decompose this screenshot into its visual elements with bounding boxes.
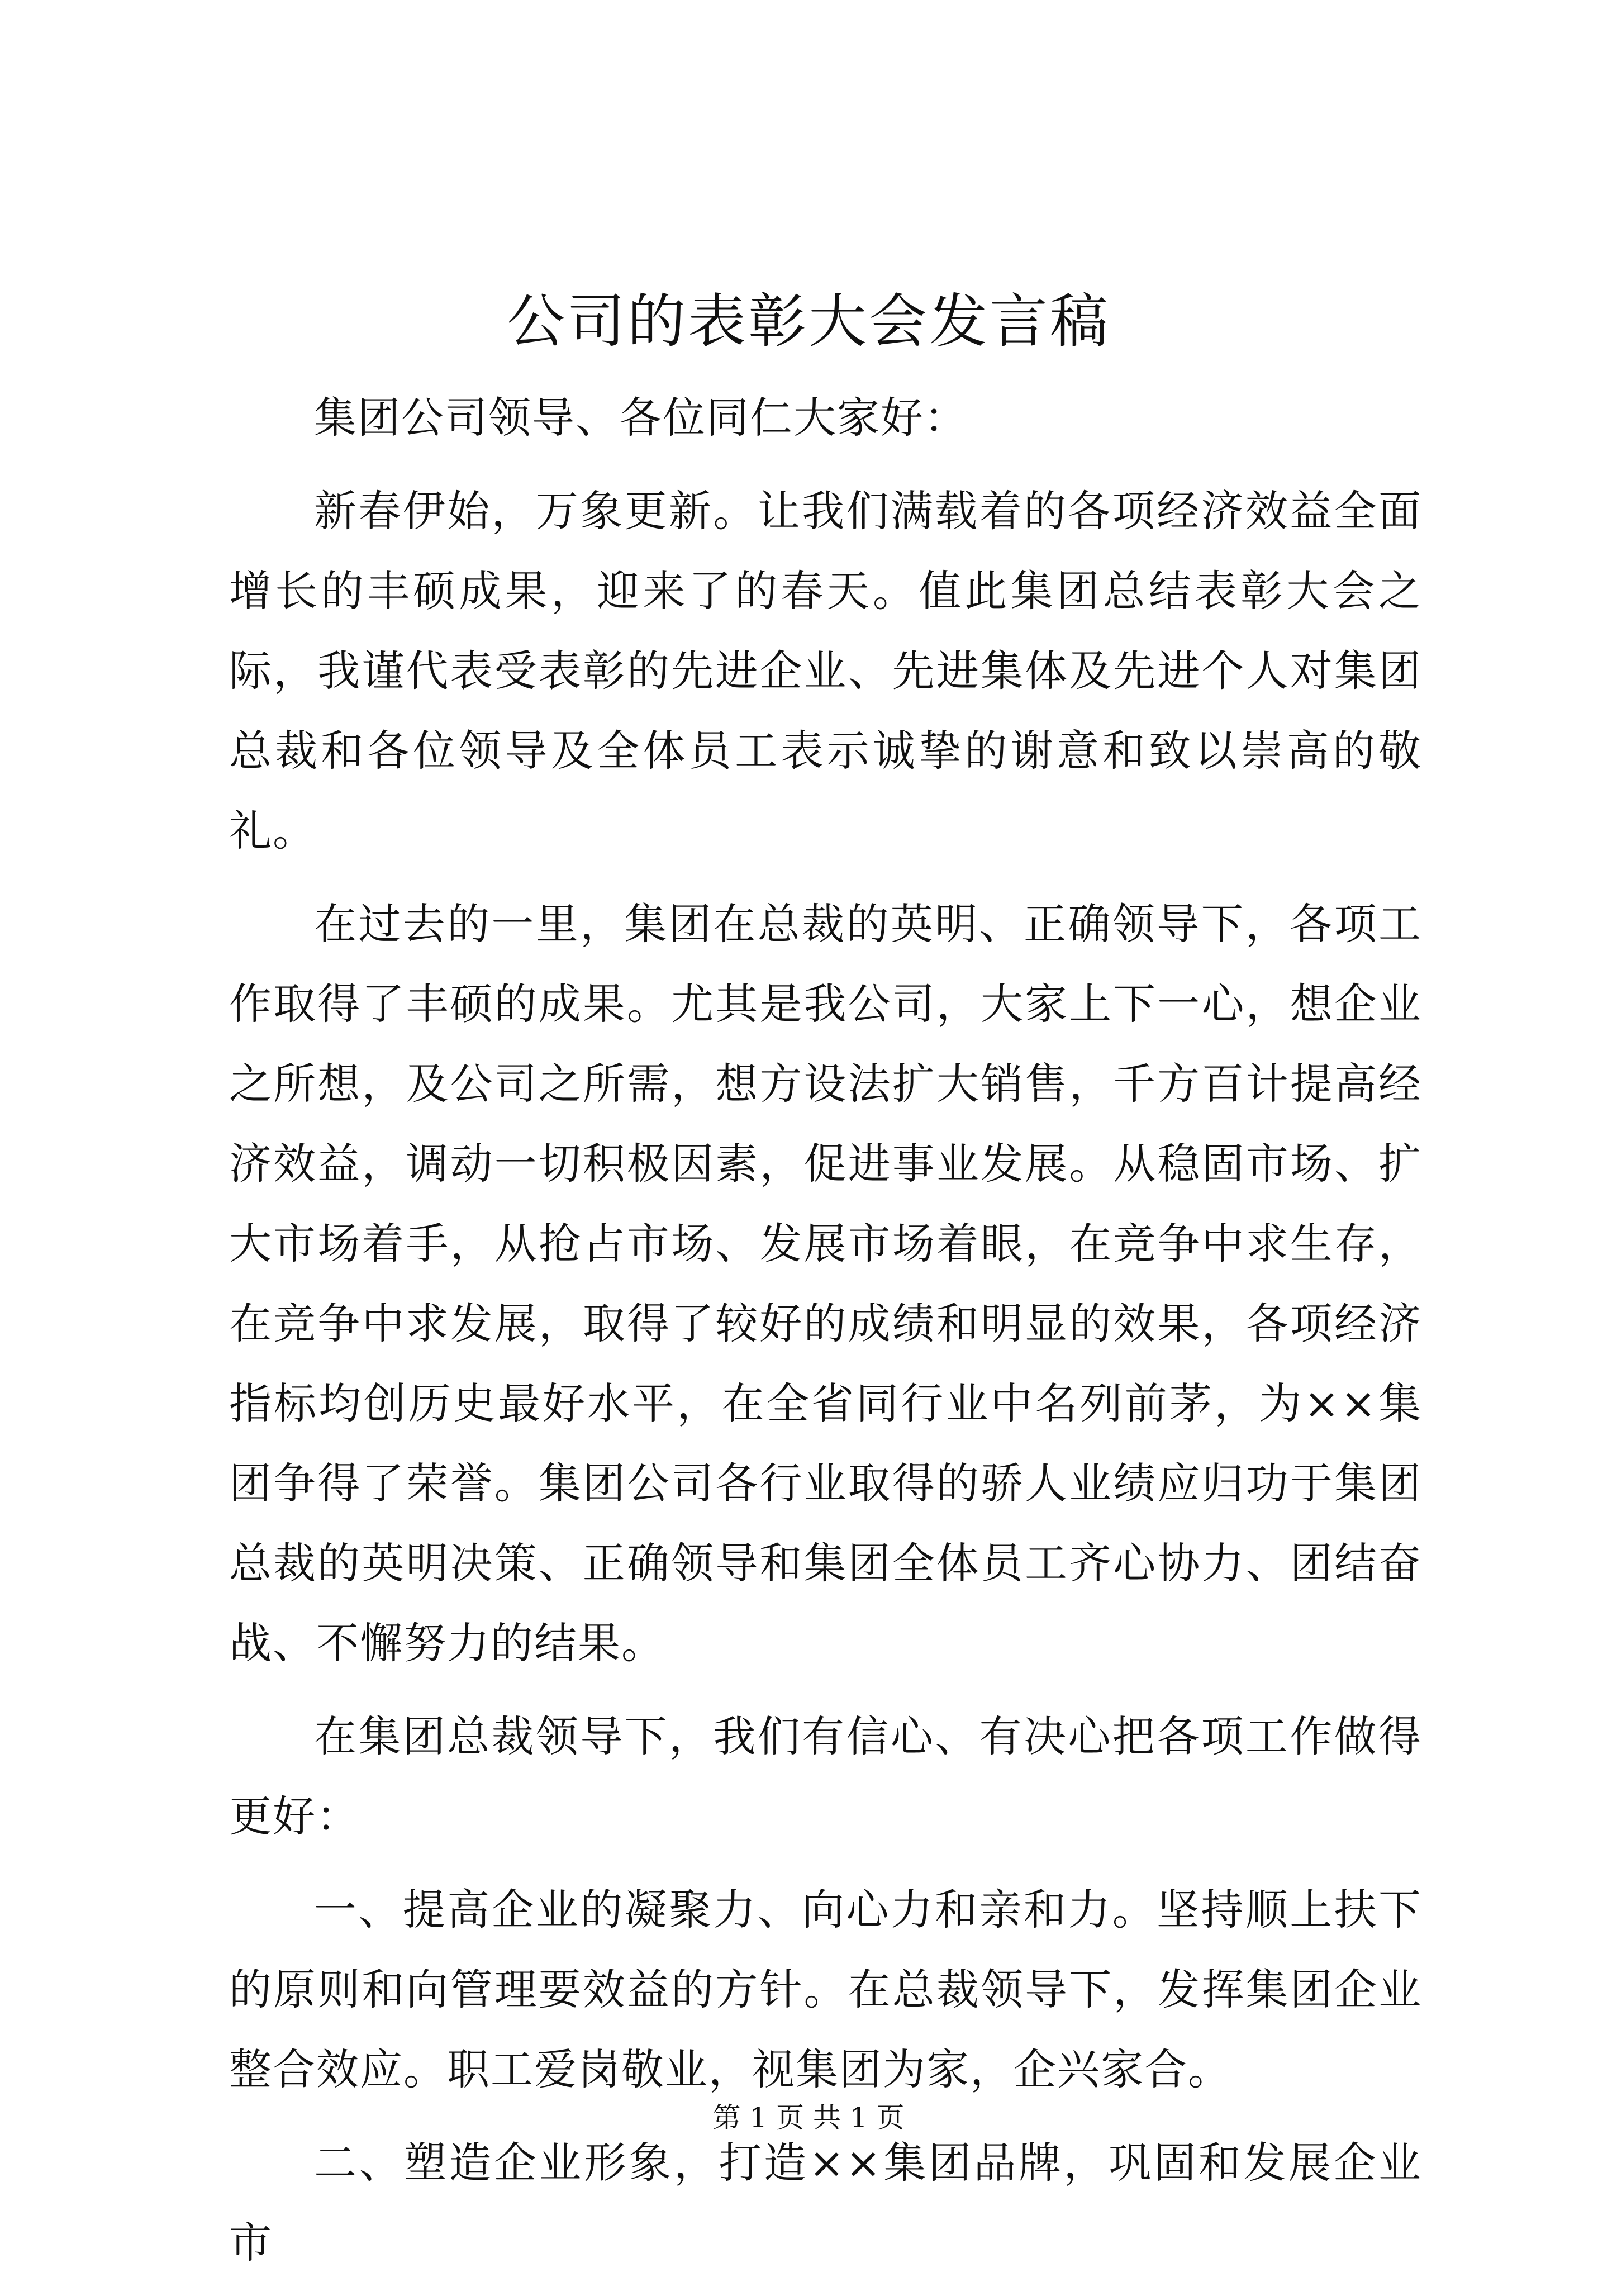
paragraph-point-two: 二、塑造企业形象，打造××集团品牌，巩固和发展企业市 — [229, 2138, 1422, 2268]
paragraph-point-one: 一、提高企业的凝聚力、向心力和亲和力。坚持顺上扶下的原则和向管理要效益的方针。在总裁领导下，发挥集团企业整合效应。职工爱岗敬业，视集团为家，企兴家合。 — [229, 1885, 1422, 2094]
paragraph-commitment: 在集团总裁领导下，我们有信心、有决心把各项工作做得更好： — [229, 1712, 1422, 1841]
paragraph-opening: 新春伊始，万象更新。让我们满载着的各项经济效益全面增长的丰硕成果，迎来了的春天。值此集团总结表彰大会之际，我谨代表受表彰的先进企业、先进集体及先进个人对集团总裁和各位领导及全体员工表示诚挚的谢意和致以崇高的敬礼。 — [229, 486, 1422, 855]
document-title: 公司的表彰大会发言稿 — [506, 287, 1110, 355]
paragraph-greeting: 集团公司领导、各位同仁大家好： — [314, 393, 968, 443]
page-footer: 第 1 页 共 1 页 — [712, 2102, 905, 2134]
document-body — [229, 378, 1422, 2296]
paragraph-review: 在过去的一里，集团在总裁的英明、正确领导下，各项工作取得了丰硕的成果。尤其是我公司，大家上下一心，想企业之所想，及公司之所需，想方设法扩大销售，千方百计提高经济效益，调动一切积极因素，促进事业发展。从稳固市场、扩大市场着手，从抢占市场、发展市场着眼，在竞争中求生存，在竞争中求发展，取得了较好的成绩和明显的效果，各项经济指标均创历史最好水平，在全省同行业中名列前茅，为××集团争得了荣誉。集团公司各行业取得的骄人业绩应归功于集团总裁的英明决策、正确领导和集团全体员工齐心协力、团结奋战、不懈努力的结果。 — [229, 899, 1422, 1668]
